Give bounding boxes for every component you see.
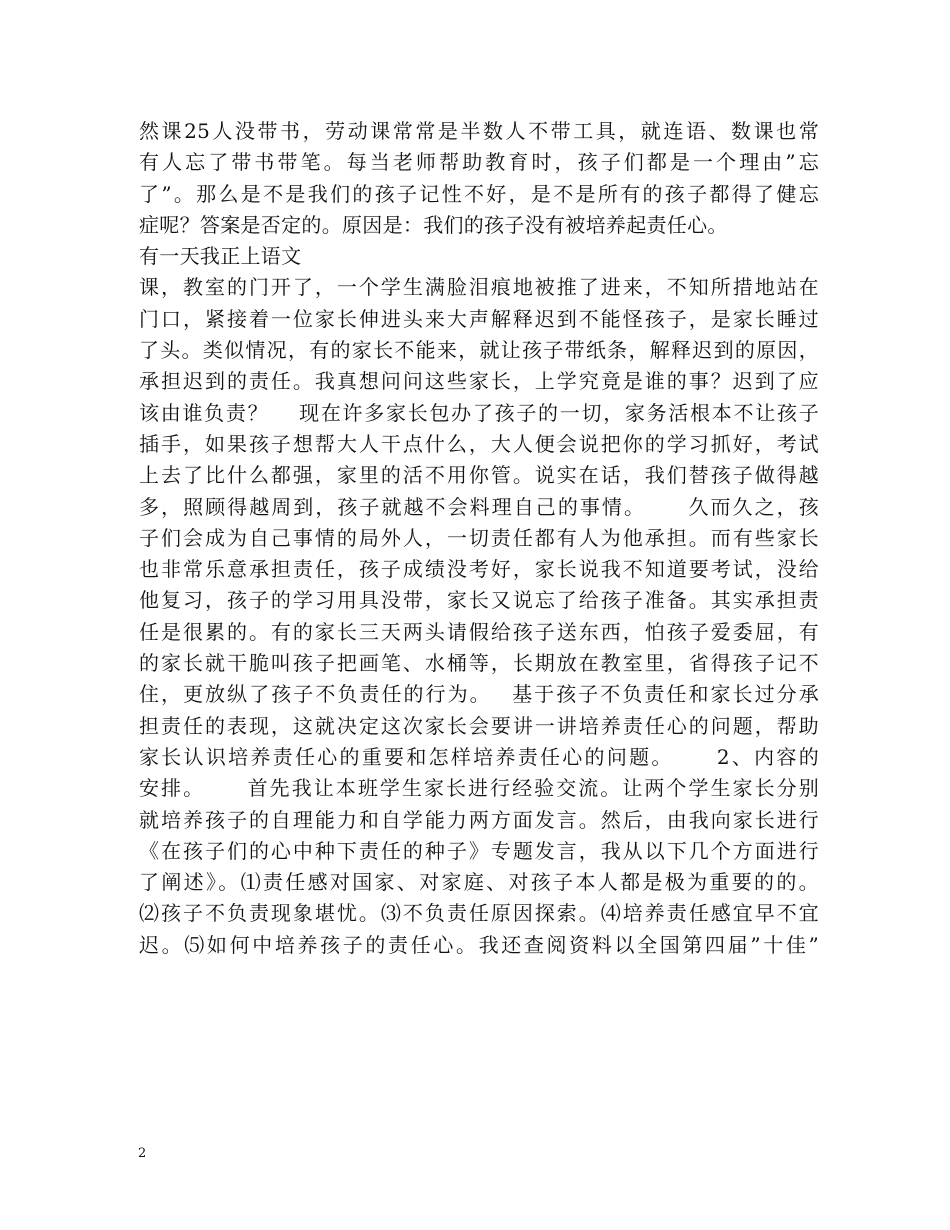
text-line: 该由谁负责？ 现在许多家长包办了孩子的一切，家务活根本不让孩子 xyxy=(139,400,819,425)
text-line: 住，更放纵了孩子不负责任的行为。 基于孩子不负责任和家长过分承 xyxy=(139,682,819,707)
text-line: 有一天我正上语文 xyxy=(139,244,302,269)
text-line: 安排。 首先我让本班学生家长进行经验交流。让两个学生家长分别 xyxy=(139,776,819,801)
text-line: 就培养孩子的自理能力和自学能力两方面发言。然后，由我向家长进行 xyxy=(139,807,819,832)
text-line: 的家长就干脆叫孩子把画笔、水桶等，长期放在教室里，省得孩子记不 xyxy=(139,651,819,676)
text-line: 症呢？答案是否定的。原因是：我们的孩子没有被培养起责任心。 xyxy=(139,212,728,237)
text-line: 家长认识培养责任心的重要和怎样培养责任心的问题。 2、内容的 xyxy=(139,744,819,769)
text-line: 任是很累的。有的家长三天两头请假给孩子送东西，怕孩子爱委屈，有 xyxy=(139,619,819,644)
page-number: 2 xyxy=(138,1146,147,1161)
text-line: 多，照顾得越周到，孩子就越不会料理自己的事情。 久而久之，孩 xyxy=(139,494,819,519)
text-line: 他复习，孩子的学习用具没带，家长又说忘了给孩子准备。其实承担责 xyxy=(139,588,819,613)
body-text xyxy=(139,116,819,961)
text-line: 了”。那么是不是我们的孩子记性不好，是不是所有的孩子都得了健忘 xyxy=(139,181,819,206)
text-line: 承担迟到的责任。我真想问问这些家长，上学究竟是谁的事？迟到了应 xyxy=(139,369,819,394)
text-line: 《在孩子们的心中种下责任的种子》专题发言，我从以下几个方面进行 xyxy=(139,838,819,863)
text-line: 上去了比什么都强，家里的活不用你管。说实在话，我们替孩子做得越 xyxy=(139,463,819,488)
text-line: 子们会成为自己事情的局外人，一切责任都有人为他承担。而有些家长 xyxy=(139,525,819,550)
text-line: 插手，如果孩子想帮大人干点什么，大人便会说把你的学习抓好，考试 xyxy=(139,431,819,456)
text-line: 担责任的表现，这就决定这次家长会要讲一讲培养责任心的问题，帮助 xyxy=(139,713,819,738)
text-line: 也非常乐意承担责任，孩子成绩没考好，家长说我不知道要考试，没给 xyxy=(139,557,819,582)
text-line: 有人忘了带书带笔。每当老师帮助教育时，孩子们都是一个理由”忘 xyxy=(139,150,819,175)
text-line: ⑵孩子不负责现象堪忧。⑶不负责任原因探索。⑷培养责任感宜早不宜 xyxy=(139,901,819,926)
text-line: 然课25人没带书，劳动课常常是半数人不带工具，就连语、数课也常 xyxy=(139,119,819,143)
text-line: 迟。⑸如何中培养孩子的责任心。我还查阅资料以全国第四届”十佳” xyxy=(139,932,819,957)
text-line: 课，教室的门开了，一个学生满脸泪痕地被推了进来，不知所措地站在 xyxy=(139,275,819,300)
text-line: 了头。类似情况，有的家长不能来，就让孩子带纸条，解释迟到的原因， xyxy=(139,338,819,363)
text-line: 了阐述》。⑴责任感对国家、对家庭、对孩子本人都是极为重要的的。 xyxy=(139,870,819,895)
text-line: 门口，紧接着一位家长伸进头来大声解释迟到不能怪孩子，是家长睡过 xyxy=(139,306,819,331)
